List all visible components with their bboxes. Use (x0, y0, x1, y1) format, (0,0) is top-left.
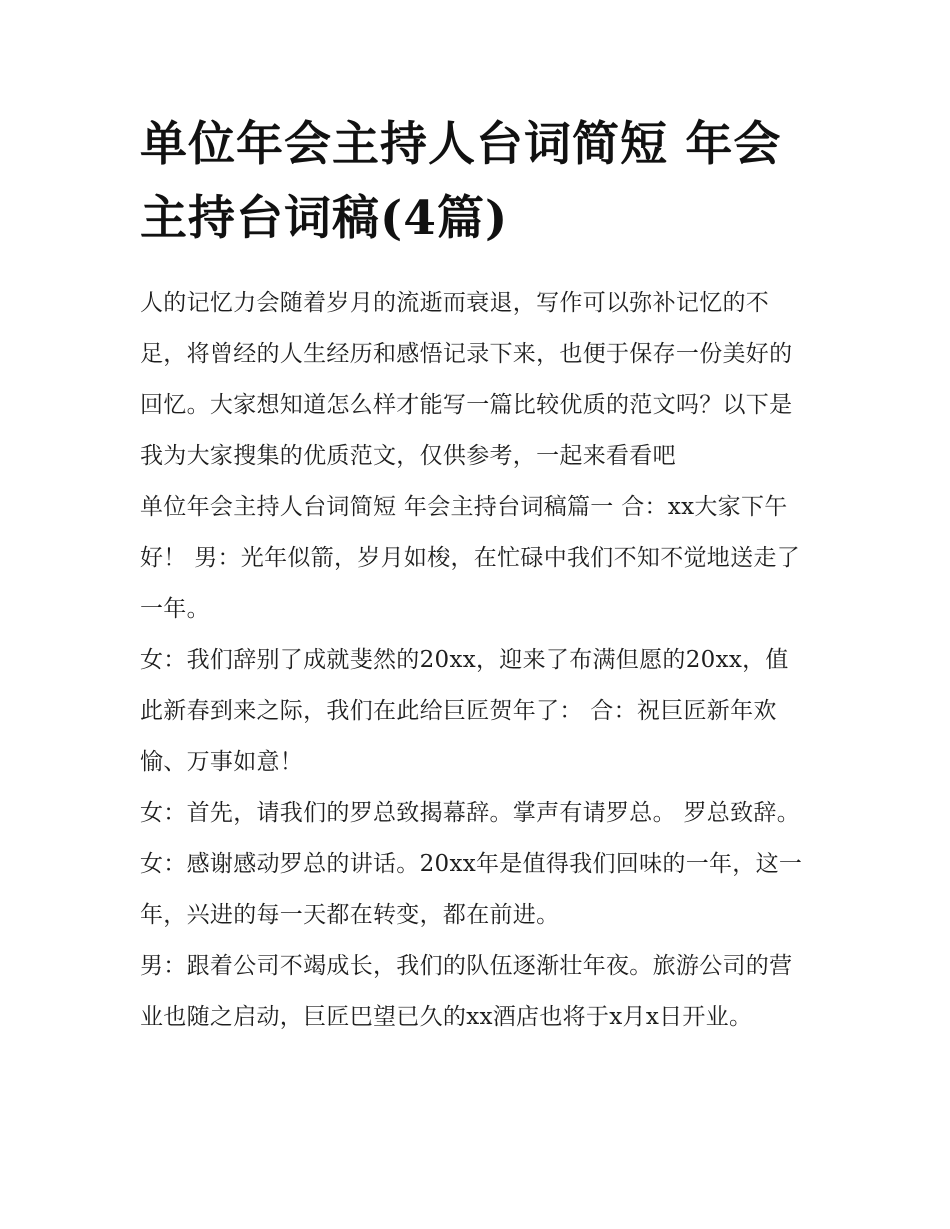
paragraph-growth: 男：跟着公司不竭成长，我们的队伍逐渐壮年夜。旅游公司的营业也随之启动，巨匠巴望已久的xx酒店也将于x月x日开业。 (140, 953, 793, 1030)
document-title: 单位年会主持人台词简短 年会主持台词稿(4篇) (140, 117, 782, 246)
paragraph-intro: 人的记忆力会随着岁月的流逝而衰退，写作可以弥补记忆的不足，将曾经的人生经历和感悟记录下来，也便于保存一份美好的回忆。大家想知道怎么样才能写一篇比较优质的范文吗？以下是我为大家搜集的优质范文，仅供参考，一起来看看吧 (140, 290, 793, 469)
paragraph-opening: 单位年会主持人台词简短 年会主持台词稿篇一 合：xx大家下午好！ 男：光年似箭，岁月如梭，在忙碌中我们不知不觉地送走了一年。 (140, 494, 801, 622)
paragraph-new-year: 女：我们辞别了成就斐然的20xx，迎来了布满但愿的20xx，值此新春到来之际，我们在此给巨匠贺年了： 合：祝巨匠新年欢愉、万事如意！ (140, 647, 789, 775)
paragraph-speech: 女：首先，请我们的罗总致揭幕辞。掌声有请罗总。 罗总致辞。 女：感谢感动罗总的讲话。20xx年是值得我们回味的一年，这一年，兴进的每一天都在转变，都在前进。 (140, 800, 803, 928)
